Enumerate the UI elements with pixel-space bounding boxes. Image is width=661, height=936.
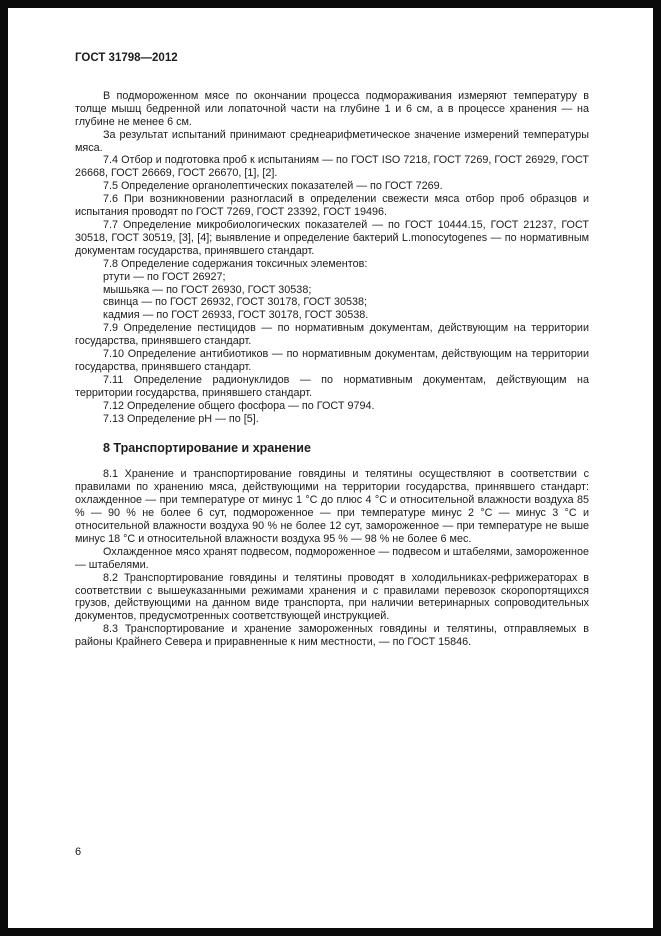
paragraph: 7.7 Определение микробиологических показателей — по ГОСТ 10444.15, ГОСТ 21237, ГОСТ 30518, ГОСТ 30519, [3], [4]; выявление и определение бактерий L.monocytogenes — по нормативным документам государства, принявшего стандарт. (75, 218, 589, 257)
paragraph: 7.13 Определение pH — по [5]. (103, 412, 259, 425)
paragraph: 7.10 Определение антибиотиков — по нормативным документам, действующим на территории государства, принявшего стандарт. (75, 348, 589, 373)
document-page (8, 8, 653, 928)
paragraph: 7.5 Определение органолептических показателей — по ГОСТ 7269. (103, 180, 443, 193)
paragraph: 7.4 Отбор и подготовка проб к испытаниям — по ГОСТ ISO 7218, ГОСТ 7269, ГОСТ 26929, ГОСТ 26668, ГОСТ 26669, ГОСТ 26670, [1], [2]. (75, 154, 589, 180)
paragraph: мышьяка — по ГОСТ 26930, ГОСТ 30538; (103, 283, 312, 296)
paragraph: ртути — по ГОСТ 26927; (103, 270, 226, 283)
paragraph: 8.1 Хранение и транспортирование говядины и телятины осуществляют в соответствии с правилами по хранению мяса, действующими на территории государства, принявшего стандарт: охлажденное — при температуре от минус 1 °С до плюс 4 °С и относительной влажности воздуха 85 % — 90 % не более 6 сут, подмороженное — при температуре минус 2 °С — минус 3 °С и относительной влажности воздуха 90 % не более 12 сут, замороженное — при температуре не выше минус 18 °С и относительной влажности воздуха 95 % — 98 % не более 6 мес. (75, 468, 589, 545)
paragraph: 7.12 Определение общего фосфора — по ГОСТ 9794. (103, 399, 375, 412)
paragraph: 8.2 Транспортирование говядины и телятины проводят в холодильниках-рефрижераторах в соответствии с вышеуказанными режимами хранения и с правилами перевозок скоропортящихся грузов, действующими на данном виде транспорта, при наличии ветеринарных сопроводительных документов, предусмотренных соответствующей инструкцией. (75, 571, 589, 623)
paragraph: Охлажденное мясо хранят подвесом, подмороженное — подвесом и штабелями, замороженное — штабелями. (75, 545, 589, 571)
page-number: 6 (75, 846, 82, 858)
paragraph: 7.8 Определение содержания токсичных элементов: (103, 257, 368, 270)
paragraph: свинца — по ГОСТ 26932, ГОСТ 30178, ГОСТ 30538; (103, 296, 368, 309)
paragraph: 7.11 Определение радионуклидов — по нормативным документам, действующим на территории государства, принявшего стандарт. (75, 373, 589, 399)
paragraph: 8.3 Транспортирование и хранение замороженных говядины и телятины, отправляемых в районы Крайнего Севера и приравненные к ним местности, — по ГОСТ 15846. (75, 623, 589, 649)
paragraph: кадмия — по ГОСТ 26933, ГОСТ 30178, ГОСТ 30538. (103, 309, 369, 322)
paragraph: В подмороженном мясе по окончании процесса подмораживания измеряют температуру в толще мышц бедренной или лопаточной части на глубине 1 и 6 см, а в процессе хранения — на глубине не менее 6 см. (75, 89, 589, 128)
paragraph: 7.9 Определение пестицидов — по нормативным документам, действующим на территории государства, принявшего стандарт. (75, 322, 589, 348)
document-body (75, 90, 589, 649)
document-content (75, 52, 589, 649)
document-header: ГОСТ 31798—2012 (75, 52, 178, 64)
paragraph: 7.6 При возникновении разногласий в определении свежести мяса отбор проб образцов и испытания проводят по ГОСТ 7269, ГОСТ 23392, ГОСТ 19496. (75, 193, 589, 219)
paragraph: За результат испытаний принимают среднеарифметическое значение измерений температуры мяса. (75, 128, 589, 154)
section-heading: 8 Транспортирование и хранение (103, 441, 311, 456)
